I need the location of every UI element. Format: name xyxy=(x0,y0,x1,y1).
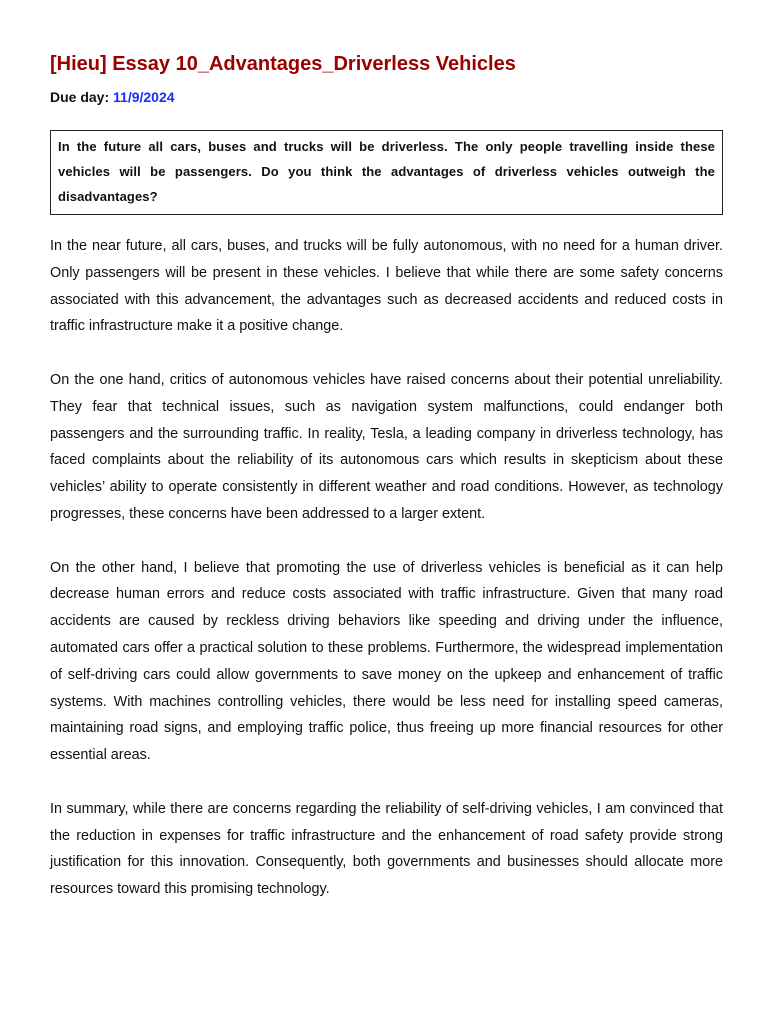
page-title: [Hieu] Essay 10_Advantages_Driverless Vehicles xyxy=(50,53,516,75)
paragraph-body-one: On the one hand, critics of autonomous vehicles have raised concerns about their potential unreliability. They fear that technical issues, such as navigation system malfunctions, could endanger both passengers and the surrounding traffic. In reality, Tesla, a leading company in driverless technology, has faced complaints about the reliability of its autonomous cars which results in skepticism about these vehicles’ ability to operate consistently in different weather and road conditions. However, as technology progresses, these concerns have been addressed to a larger extent. xyxy=(50,371,723,522)
paragraph-body-two: On the other hand, I believe that promoting the use of driverless vehicles is beneficial as it can help decrease human errors and reduce costs associated with traffic infrastructure. Given that many road accidents are caused by reckless driving behaviors like speeding and driving under the influence, automated cars offer a practical solution to these problems. Furthermore, the widespread implementation of self-driving cars could allow governments to save money on the upkeep and enhancement of traffic systems. With machines controlling vehicles, there would be less need for installing speed cameras, maintaining road signs, and employing traffic police, thus freeing up more financial resources for other essential areas. xyxy=(50,559,723,764)
paragraph-conclusion: In summary, while there are concerns regarding the reliability of self-driving vehicles, I am convinced that the reduction in expenses for traffic infrastructure and the enhancement of road safety provide strong justification for this innovation. Consequently, both governments and businesses should allocate more resources toward this promising technology. xyxy=(50,800,723,898)
paragraph-introduction: In the near future, all cars, buses, and trucks will be fully autonomous, with no need for a human driver. Only passengers will be present in these vehicles. I believe that while there are some safety concerns associated with this advancement, the advantages such as decreased accidents and reduced costs in traffic infrastructure make it a positive change. xyxy=(50,238,723,335)
essay-body xyxy=(50,233,723,903)
due-date-row xyxy=(50,88,723,106)
due-date-label: Due day: xyxy=(50,89,110,105)
due-date-value: 11/9/2024 xyxy=(113,89,175,105)
essay-page xyxy=(50,50,723,930)
essay-prompt-box: In the future all cars, buses and trucks will be driverless. The only people travelling inside these vehicles will be passengers. Do you think the advantages of driverless vehicles outweigh the disadvantages? xyxy=(50,130,723,215)
